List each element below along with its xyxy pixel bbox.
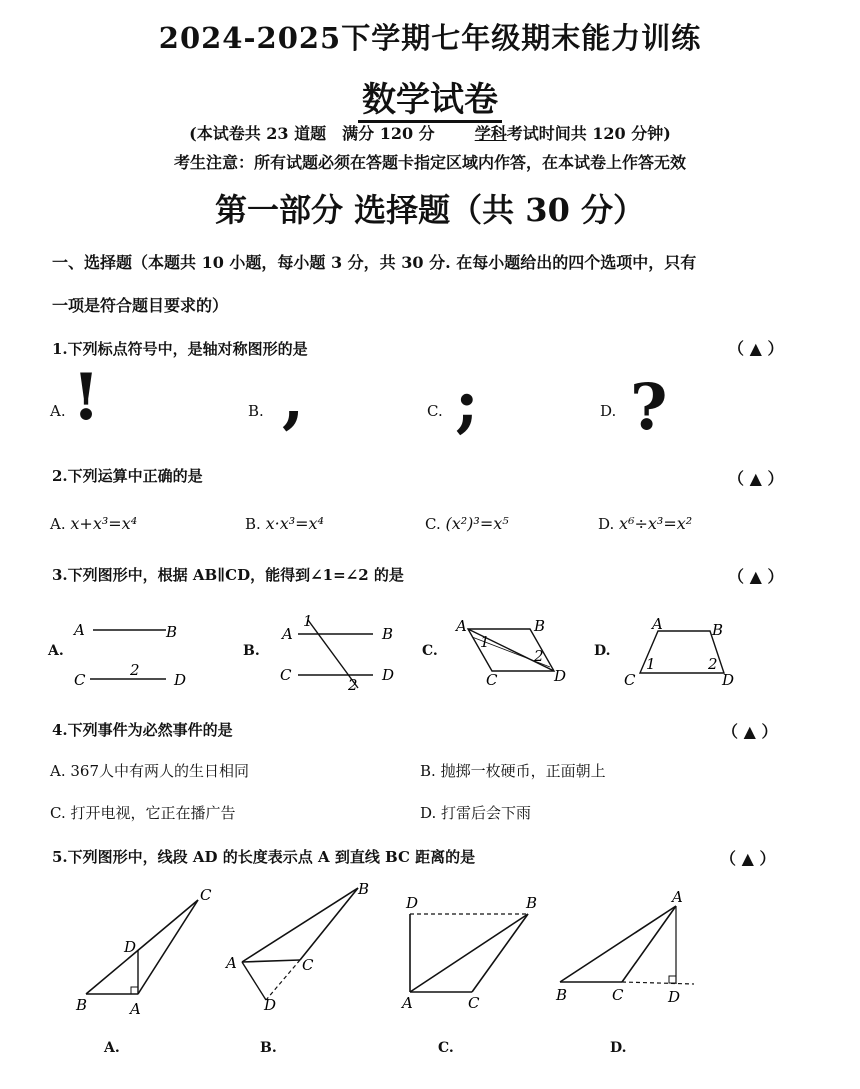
q5d-label-A: A [672,888,683,906]
q5-option-d-label: D. [610,1040,627,1056]
q3d-label-A: A [652,615,663,633]
q3d-label-2: 2 [708,655,718,673]
q5b-label-B: B [358,880,370,898]
q3-figure-d [618,615,748,693]
q3b-label-C: C [280,666,292,684]
q3a-label-C: C [74,671,86,689]
q4-option-d-label: D. [420,804,437,822]
exam-info [0,121,860,144]
q3-figure-b [278,612,408,694]
q3d-label-1: 1 [646,655,656,673]
q3d-label-D: D [722,671,735,689]
q1-answer-mark: （ ▲ ） [728,339,784,358]
q5a-label-B: B [76,996,88,1014]
section-instruction-line2: 一项是符合题目要求的） [52,296,229,315]
q5b-label-C: C [302,956,314,974]
q5a-label-D: D [124,938,137,956]
q5-stem: 5.下列图形中，线段 AD 的长度表示点 A 到直线 BC 距离的是 [52,848,476,866]
q3-stem: 3.下列图形中，根据 AB∥CD，能得到∠1=∠2 的是 [52,566,404,584]
section-instruction-line1: 一、选择题（本题共 10 小题，每小题 3 分，共 30 分. 在每小题给出的四个选项中，只有 [52,253,697,272]
part-title: 第一部分 选择题（共 30 分） [215,191,645,229]
q5-figure-d [548,888,718,1020]
q4-option-a [50,760,249,781]
exam-subtitle [0,72,860,121]
q5-figure-c [392,888,552,1020]
q3c-label-D: D [554,667,567,685]
q4-option-b [420,760,606,781]
q3c-label-1: 1 [480,633,490,651]
q3-option-a-label: A. [48,643,64,659]
q5-answer-mark: （ ▲ ） [720,849,776,868]
q2-option-d [598,514,692,533]
q5a-label-C: C [200,886,212,904]
q1-option-d-label: D. [600,402,617,420]
exam-subtitle-text: 数学试卷 [358,80,502,123]
exam-info-right: 考试时间共 120 分钟) [506,124,671,143]
q2-stem: 2.下列运算中正确的是 [52,467,203,485]
q4-option-d-text: 打雷后会下雨 [441,804,532,822]
q4-option-d [420,802,531,823]
q4-option-b-text: 抛掷一枚硬币，正面朝上 [440,762,606,780]
q1-option-b-symbol: , [282,362,305,437]
q3c-label-2: 2 [534,647,544,665]
q1-stem: 1.下列标点符号中，是轴对称图形的是 [52,340,308,358]
q2-option-c-text: (x²)³=x⁵ [445,514,509,533]
q3a-label-A: A [74,621,85,639]
q3-option-b-label: B. [243,643,260,659]
q2-option-a [50,514,137,533]
q3-option-c-label: C. [422,643,438,659]
q1-option-d-symbol: ? [630,370,668,445]
q4-option-c [50,802,236,823]
q3b-label-B: B [382,625,394,643]
q3-figure-a [68,615,198,695]
q5d-label-B: B [556,986,568,1004]
q5-option-b-label: B. [260,1040,277,1056]
q5a-label-A: A [130,1000,141,1018]
q3-answer-mark: （ ▲ ） [728,567,784,586]
q4-option-c-label: C. [50,804,66,822]
q5-option-c-label: C. [438,1040,454,1056]
q2-option-b [245,514,324,533]
q5-figure-b [220,880,380,1020]
q2-option-c-label: C. [425,515,441,533]
q5c-label-A: A [402,994,413,1012]
q5d-label-C: C [612,986,624,1004]
q2-option-d-text: x⁶÷x³=x² [619,514,693,533]
q5b-label-D: D [264,996,277,1014]
exam-notice: 考生注意：所有试题必须在答题卡指定区域内作答，在本试卷上作答无效 [173,153,686,172]
q4-stem: 4.下列事件为必然事件的是 [52,721,233,739]
q3-figure-c [450,615,580,693]
q4-option-b-label: B. [420,762,436,780]
q1-option-a-symbol: ! [72,360,101,435]
q5c-label-C: C [468,994,480,1012]
q1-option-a-label: A. [50,402,66,420]
q1-option-c-symbol: ; [455,366,479,441]
q2-option-b-label: B. [245,515,261,533]
q2-option-a-label: A. [50,515,66,533]
q3a-label-B: B [166,623,178,641]
q2-answer-mark: （ ▲ ） [728,469,784,488]
q5d-label-D: D [668,988,681,1006]
q5c-label-B: B [526,894,538,912]
q3d-label-C: C [624,671,636,689]
q4-answer-mark: （ ▲ ） [722,722,778,741]
q1-option-c-label: C. [427,402,443,420]
q3b-label-A: A [282,625,293,643]
q3b-label-2: 2 [348,676,358,694]
q2-option-b-text: x·x³=x⁴ [265,514,324,533]
q4-option-a-label: A. [50,762,66,780]
q5b-label-A: A [226,954,237,972]
q3d-label-B: B [712,621,724,639]
q3-option-d-label: D. [594,643,611,659]
q1-option-b-label: B. [248,402,264,420]
exam-title: 2024-2025下学期七年级期末能力训练 [158,21,702,55]
q3b-label-D: D [382,666,395,684]
q4-option-c-text: 打开电视，它正在播广告 [70,804,236,822]
q3c-label-C: C [486,671,498,689]
q3b-label-1: 1 [303,612,313,630]
q2-option-a-text: x+x³=x⁴ [70,514,138,533]
q2-option-d-label: D. [598,515,615,533]
q5-option-a-label: A. [104,1040,120,1056]
q3a-label-D: D [174,671,187,689]
q3a-label-2: 2 [130,661,140,679]
exam-info-subject: 学科 [474,124,507,143]
q5-figure-a [60,880,230,1020]
q4-option-a-text: 367人中有两人的生日相同 [70,762,250,780]
q5c-label-D: D [406,894,419,912]
q3c-label-A: A [456,617,467,635]
exam-info-left: (本试卷共 23 道题 满分 120 分 [189,124,435,143]
q3c-label-B: B [534,617,546,635]
q2-option-c [425,514,509,533]
